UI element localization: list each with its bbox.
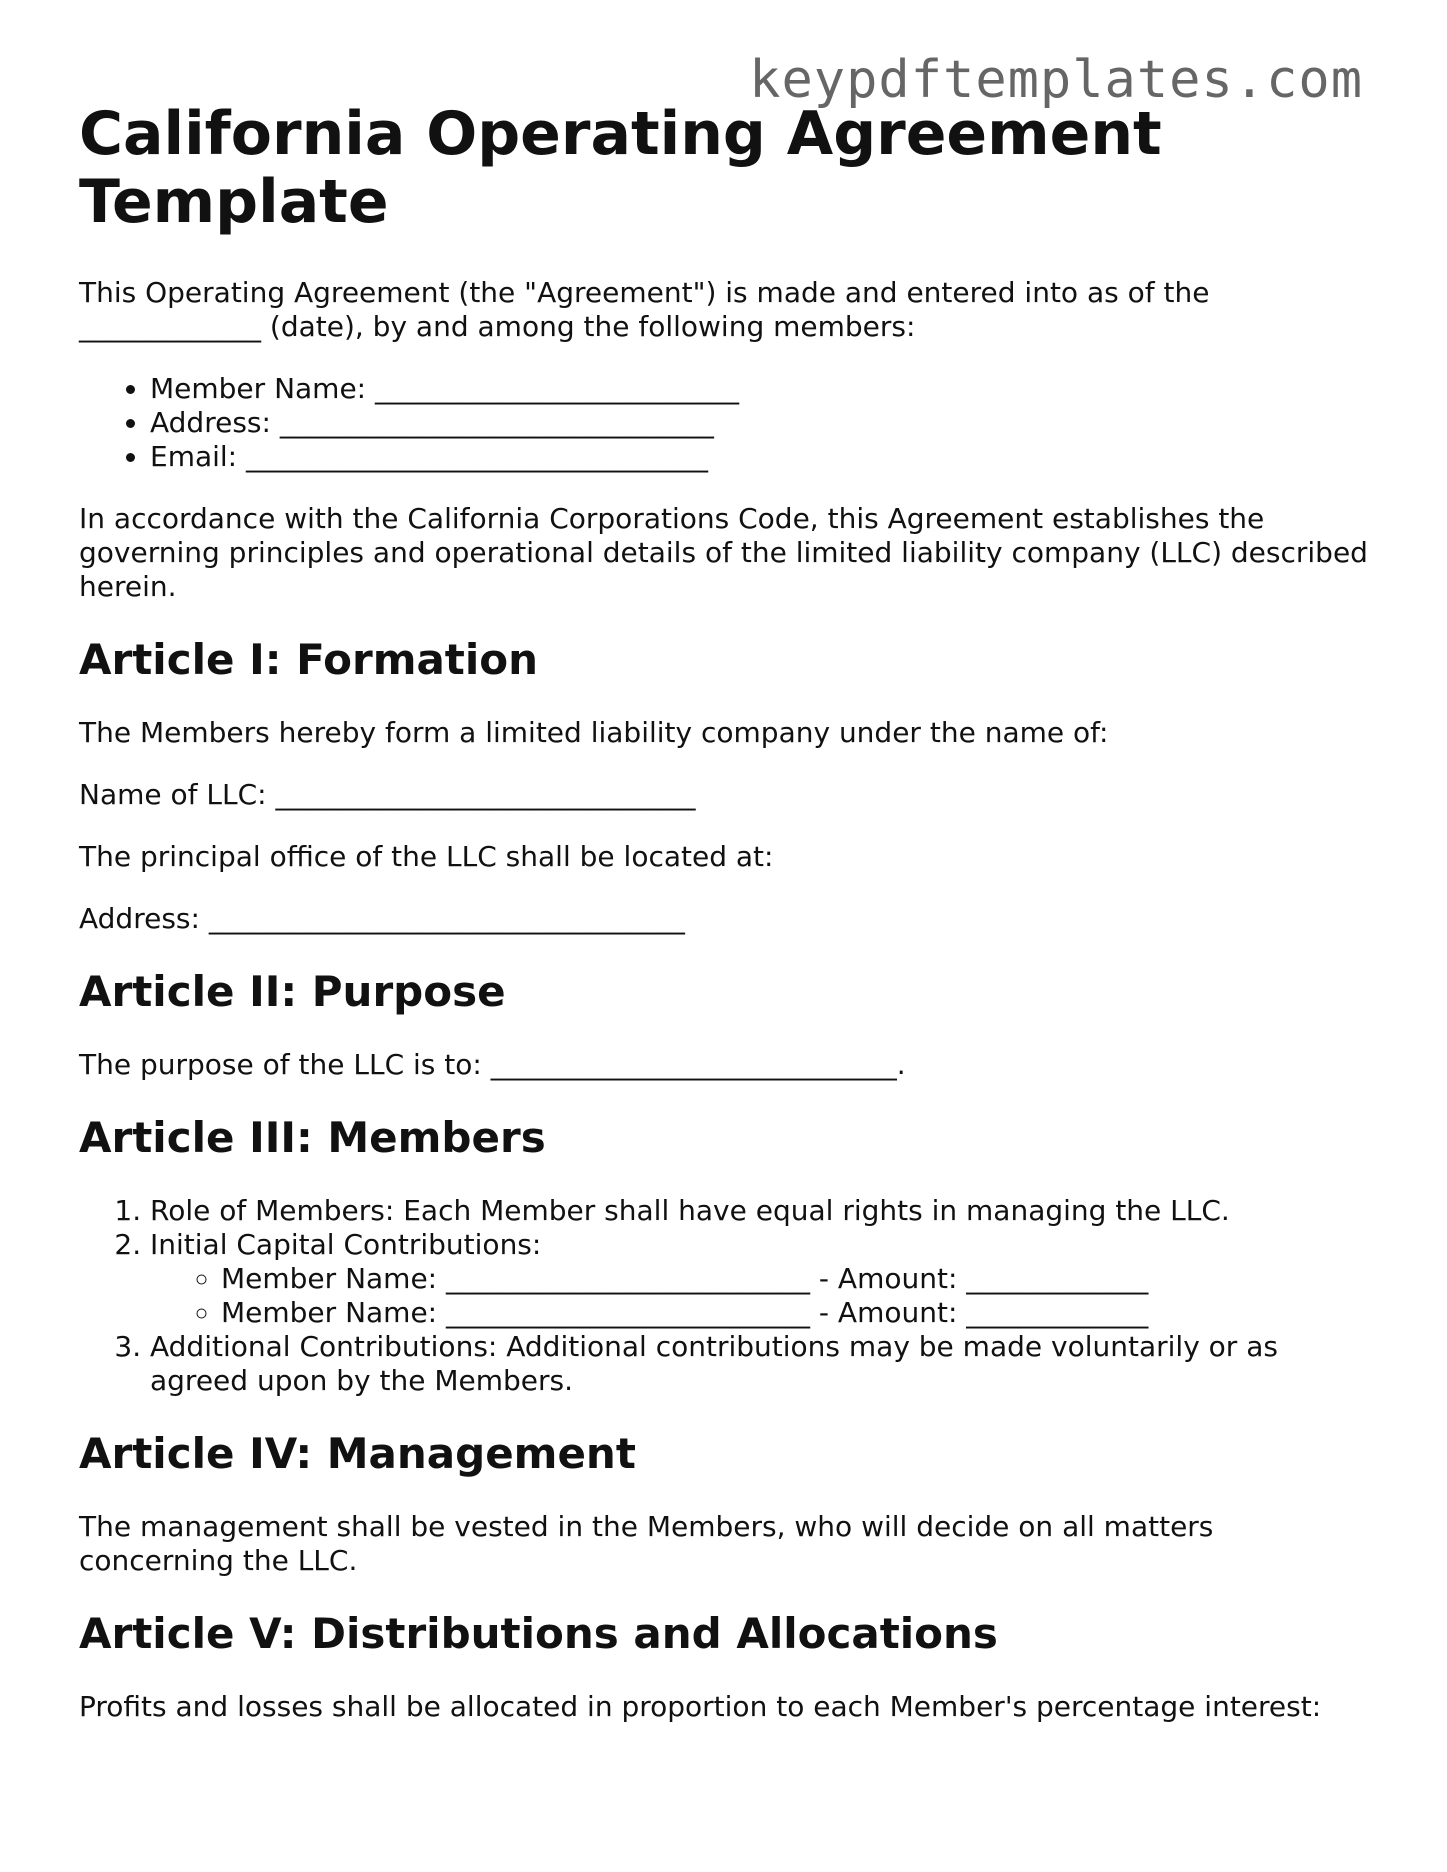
- member-name-field: • Member Name: __________________________: [150, 372, 1369, 406]
- purpose-field: The purpose of the LLC is to: _____________________________.: [79, 1048, 906, 1081]
- watermark: keypdftemplates.com: [749, 50, 1363, 110]
- article4-text: The management shall be vested in the Members, who will decide on all matters concerning the LLC.: [79, 1510, 1214, 1577]
- members-list-item: [150, 1228, 1369, 1330]
- contribution-field: ◦ Member Name: __________________________ - Amount: _____________: [221, 1296, 1369, 1330]
- article5-heading: Article V: Distributions and Allocations: [79, 1609, 998, 1658]
- article3-heading: Article III: Members: [79, 1113, 546, 1162]
- document-title: California Operating Agreement Template: [79, 99, 1162, 237]
- article1-heading: Article I: Formation: [79, 635, 539, 684]
- members-list-item: [150, 1330, 1369, 1398]
- contribution-field: ◦ Member Name: __________________________ - Amount: _____________: [221, 1262, 1369, 1296]
- member-address-field: • Address: _______________________________: [150, 406, 1369, 440]
- llc-name-field: Name of LLC: ______________________________: [79, 778, 696, 811]
- intro-paragraph: This Operating Agreement (the "Agreement") is made and entered into as of the _____________ (date), by and among the following members:: [79, 276, 1210, 343]
- article5-text: Profits and losses shall be allocated in proportion to each Member's percentage interest:: [79, 1690, 1322, 1723]
- member-fields-list: [79, 372, 1369, 474]
- capital-contributions-label: Initial Capital Contributions:: [150, 1228, 542, 1261]
- members-list: [79, 1194, 1369, 1398]
- office-address-field: Address: __________________________________: [79, 902, 685, 935]
- member-email-field: • Email: _________________________________: [150, 440, 1369, 474]
- article2-heading: Article II: Purpose: [79, 967, 506, 1016]
- role-of-members: Role of Members: Each Member shall have equal rights in managing the LLC.: [150, 1194, 1230, 1227]
- contributions-list: [150, 1262, 1369, 1330]
- document-page: [79, 100, 1369, 1752]
- article4-heading: Article IV: Management: [79, 1429, 636, 1478]
- members-list-item: [150, 1194, 1369, 1228]
- article1-text: The Members hereby form a limited liability company under the name of:: [79, 716, 1109, 749]
- accordance-paragraph: In accordance with the California Corporations Code, this Agreement establishes the governing principles and operational details of the limited liability company (LLC) described herein.: [79, 502, 1368, 603]
- additional-contributions: Additional Contributions: Additional contributions may be made voluntarily or as agreed upon by the Members.: [150, 1330, 1278, 1397]
- office-text: The principal office of the LLC shall be located at:: [79, 840, 774, 873]
